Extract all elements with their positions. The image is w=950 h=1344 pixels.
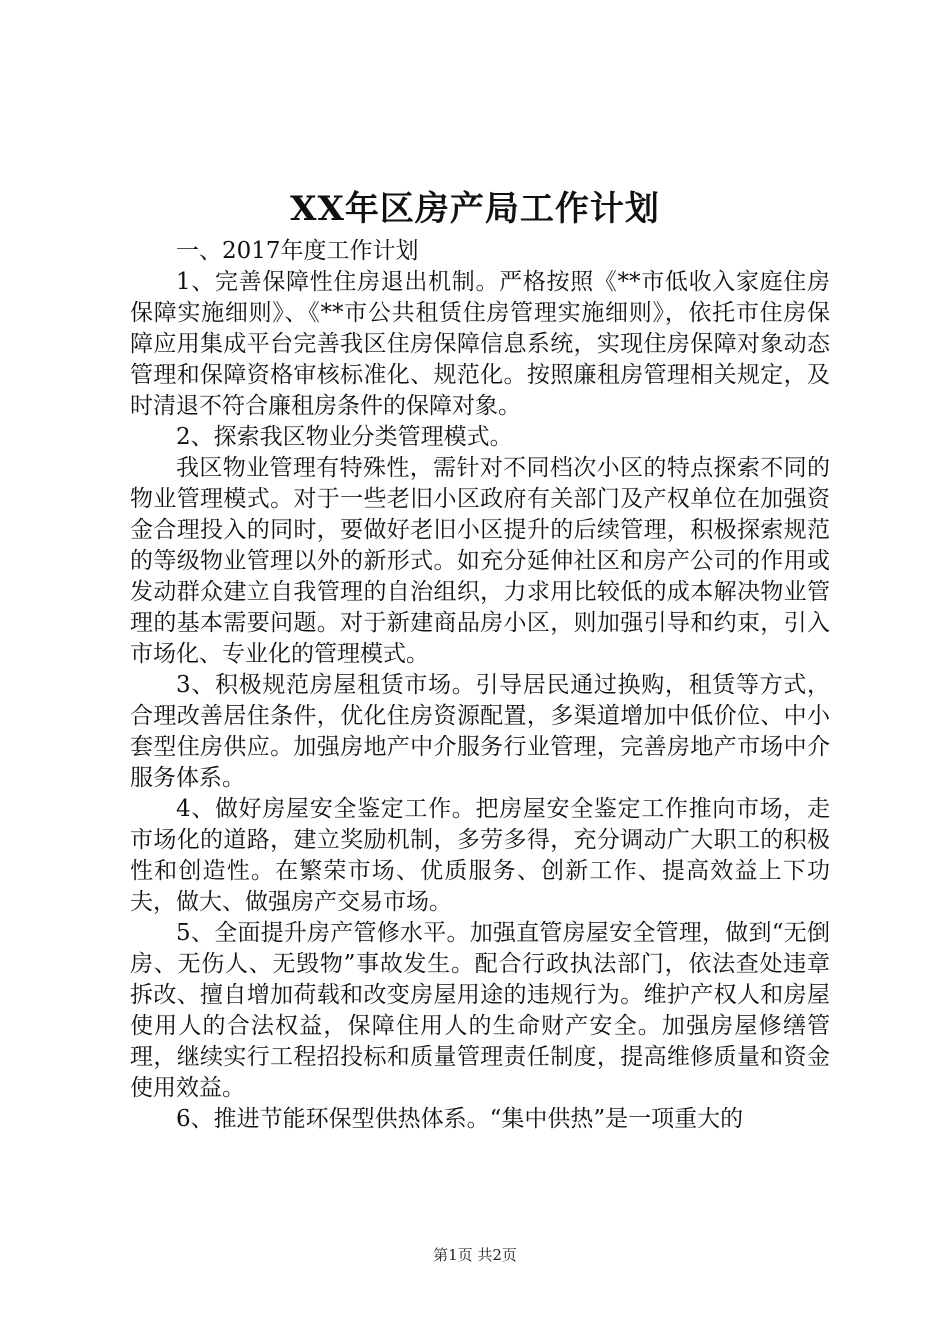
paragraph-item-5: 5、全面提升房产管修水平。加强直管房屋安全管理，做到“无倒房、无伤人、无毁物”事故发生。配合行政执法部门，依法查处违章拆改、擅自增加荷载和改变房屋用途的违规行为。维护产权人和房屋使用人的合法权益，保障住用人的生命财产安全。加强房屋修缮管理，继续实行工程招投标和质量管理责任制度，提高维修质量和资金使用效益。 [130,920,830,1101]
section-heading: 一、2017年度工作计划 [176,238,419,264]
paragraph-item-3: 3、积极规范房屋租赁市场。引导居民通过换购，租赁等方式，合理改善居住条件，优化住房资源配置，多渠道增加中低价位、中小套型住房供应。加强房地产中介服务行业管理，完善房地产市场中介服务体系。 [130,672,830,791]
paragraph-item-1: 1、完善保障性住房退出机制。严格按照《**市低收入家庭住房保障实施细则》、《**市公共租赁住房管理实施细则》，依托市住房保障应用集成平台完善我区住房保障信息系统，实现住房保障对象动态管理和保障资格审核标准化、规范化。按照廉租房管理相关规定，及时清退不符合廉租房条件的保障对象。 [130,269,830,419]
document-title: XX年区房产局工作计划 [290,189,660,229]
paragraph-item-2-heading: 2、探索我区物业分类管理模式。 [176,424,513,450]
paragraph-item-4: 4、做好房屋安全鉴定工作。把房屋安全鉴定工作推向市场，走市场化的道路，建立奖励机制，多劳多得，充分调动广大职工的积极性和创造性。在繁荣市场、优质服务、创新工作、提高效益上下功夫，做大、做强房产交易市场。 [130,796,830,915]
document-body [130,236,830,1135]
page-footer: 第1页 共2页 [433,1246,517,1264]
paragraph-item-2-body: 我区物业管理有特殊性，需针对不同档次小区的特点探索不同的物业管理模式。对于一些老旧小区政府有关部门及产权单位在加强资金合理投入的同时，要做好老旧小区提升的后续管理，积极探索规范的等级物业管理以外的新形式。如充分延伸社区和房产公司的作用或发动群众建立自我管理的自治组织，力求用比较低的成本解决物业管理的基本需要问题。对于新建商品房小区，则加强引导和约束，引入市场化、专业化的管理模式。 [130,455,830,667]
paragraph-item-6: 6、推进节能环保型供热体系。“集中供热”是一项重大的 [176,1106,744,1132]
